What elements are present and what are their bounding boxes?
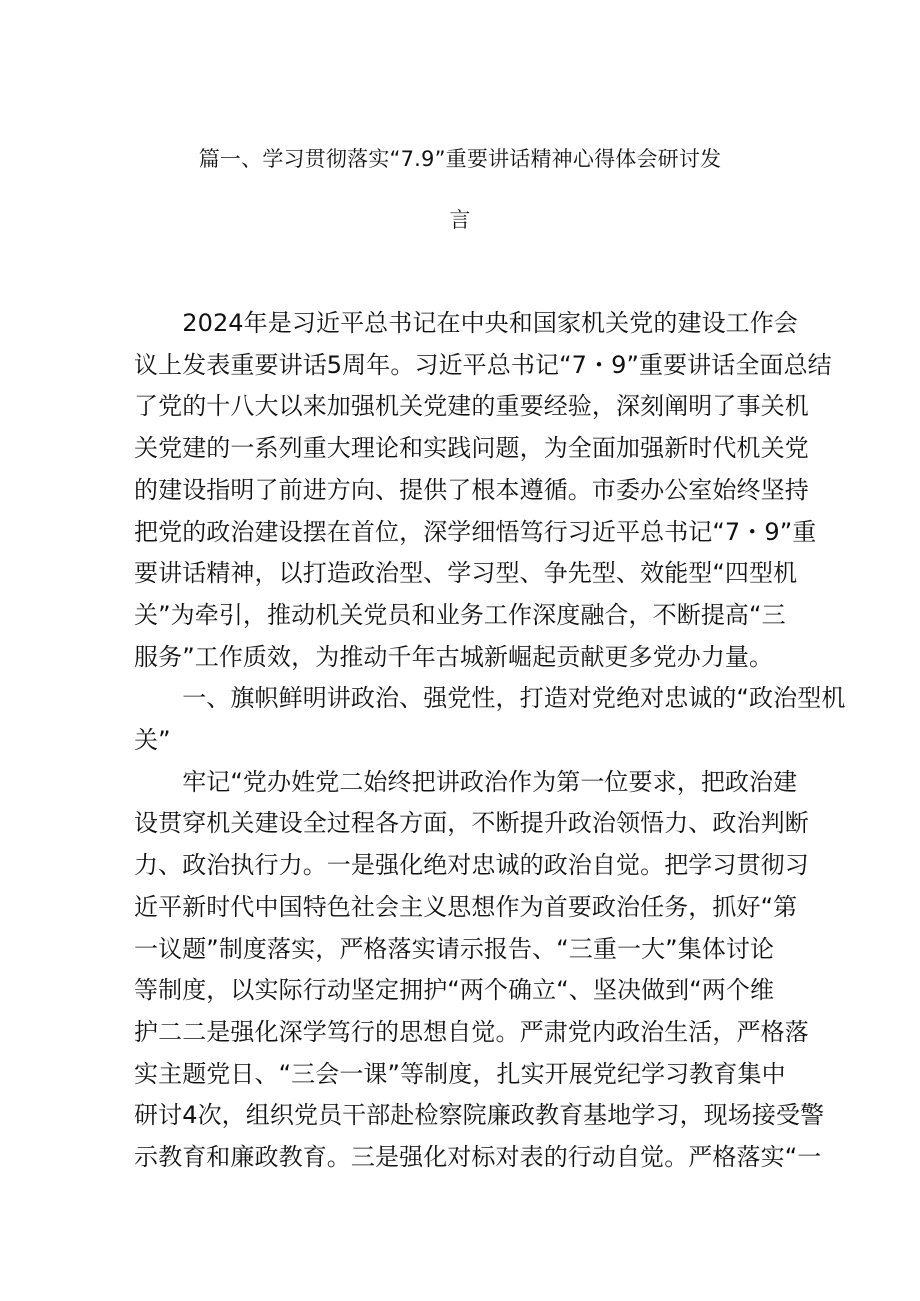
body-text-line: 设贯穿机关建设全过程各方面，不断提升政治领悟力、政治判断 — [134, 809, 809, 837]
title-line: 篇一、学习贯彻落实“7.9”重要讲话精神心得体会研讨发 — [198, 147, 722, 171]
body-text-line: 示教育和廉政教育。三是强化对标对表的行动自觉。严格落实“一 — [134, 1143, 822, 1171]
body-text-line: 关”为牵引，推动机关党员和业务工作深度融合，不断提高“三 — [134, 601, 786, 629]
body-text-line: 实主题党日、“三会一课”等制度，扎实开展党纪学习教育集中 — [134, 1060, 786, 1088]
body-text-line: 关党建的一系列重大理论和实践问题，为全面加强新时代机关党 — [134, 434, 809, 462]
body-text-line: 了党的十八大以来加强机关党建的重要经验，深刻阐明了事关机 — [134, 392, 809, 420]
body-text-line: 近平新时代中国特色社会主义思想作为首要政治任务，抓好“第 — [134, 893, 798, 921]
body-text-line: 一议题”制度落实，严格落实请示报告、“三重一大”集体讨论 — [134, 935, 775, 963]
body-text-line: 牢记“党办姓党二始终把讲政治作为第一位要求，把政治建 — [134, 768, 798, 796]
body-text-line: 力、政治执行力。一是强化绝对忠诚的政治自觉。把学习贯彻习 — [134, 851, 809, 879]
body-text-line: 研讨4次，组织党员干部赴检察院廉政教育基地学习，现场接受警 — [134, 1101, 825, 1129]
body-text-line: 服务”工作质效，为推动千年古城新崛起贡献更多党办力量。 — [134, 643, 774, 671]
body-text-line: 关” — [134, 726, 171, 754]
body-text-line: 议上发表重要讲话5周年。习近平总书记“7・9”重要讲话全面总结 — [134, 351, 832, 379]
title-line: 言 — [449, 208, 471, 232]
body-text-line: 护二二是强化深学笃行的思想自觉。严肃党内政治生活，严格落 — [134, 1018, 809, 1046]
body-text-line: 的建设指明了前进方向、提供了根本遵循。市委办公室始终坚持 — [134, 476, 809, 504]
body-text-line: 2024年是习近平总书记在中央和国家机关党的建设工作会 — [134, 309, 798, 337]
body-text-line: 一、旗帜鲜明讲政治、强党性，打造对党绝对忠诚的“政治型机 — [134, 684, 846, 712]
body-text-line: 等制度，以实际行动坚定拥护“两个确立“、坚决做到“两个维 — [134, 976, 775, 1004]
body-text-line: 把党的政治建设摆在首位，深学细悟笃行习近平总书记“7・9”重 — [134, 518, 817, 546]
body-text-line: 要讲话精神，以打造政治型、学习型、争先型、效能型“四型机 — [134, 559, 798, 587]
